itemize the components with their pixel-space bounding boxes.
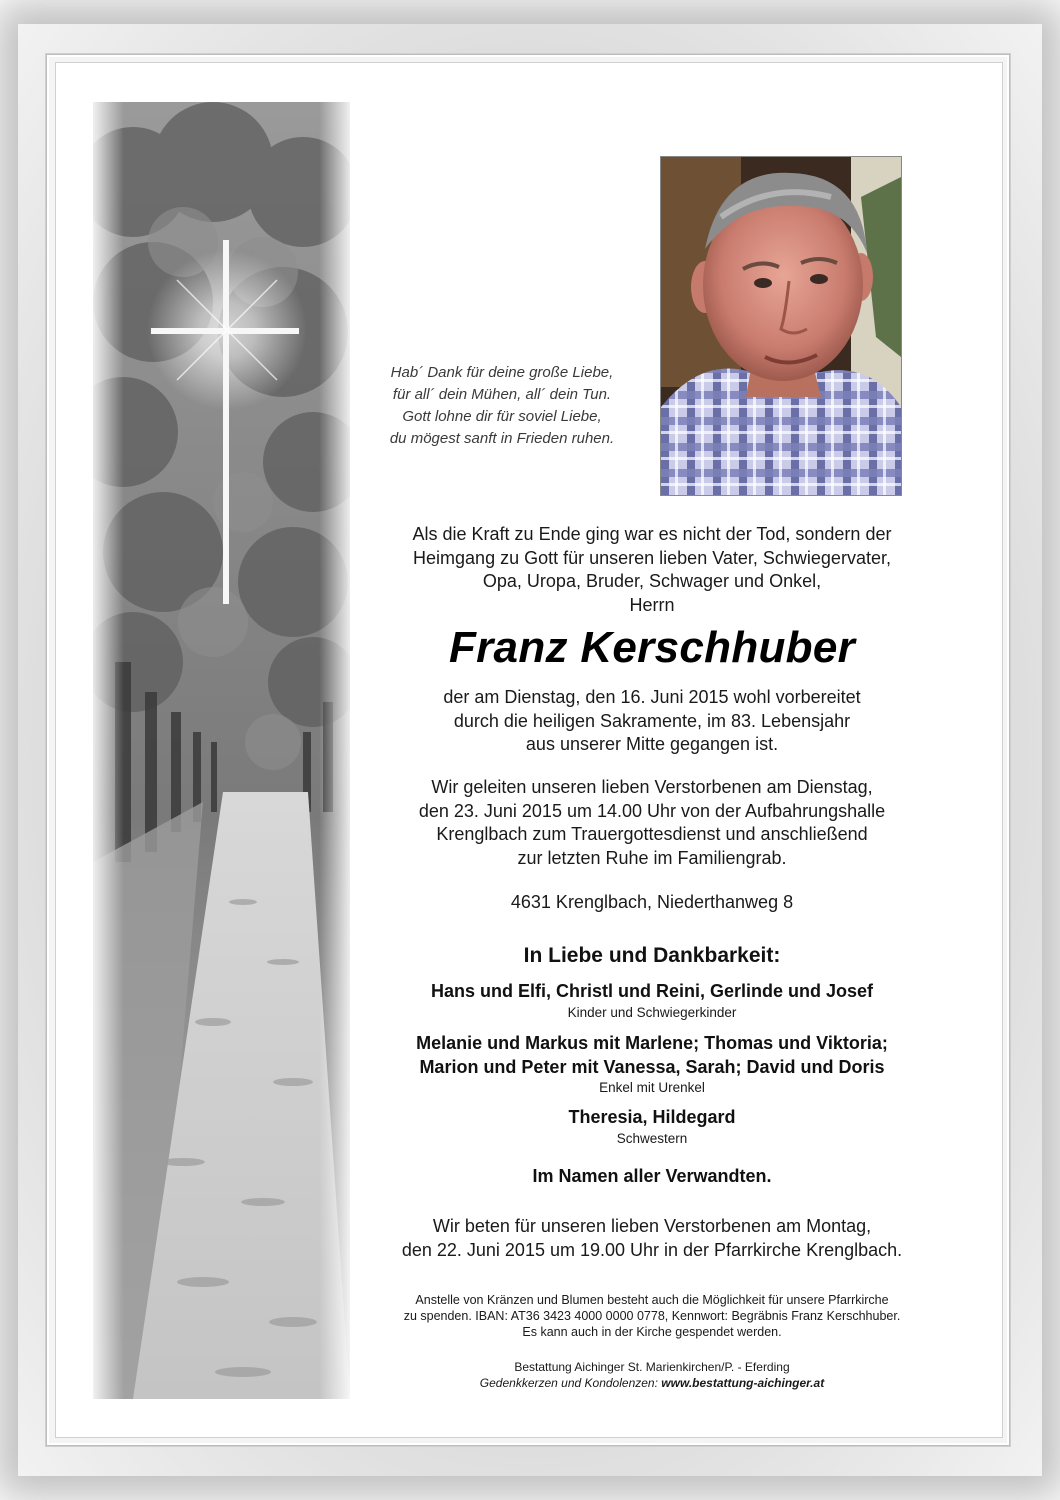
mourner-names: Theresia, Hildegard: [568, 1107, 736, 1127]
intro-text: [350, 523, 954, 617]
donation-line: Anstelle von Kränzen und Blumen besteht auch die Möglichkeit für unsere Pfarrkirche: [415, 1293, 889, 1307]
funeral-line: zur letzten Ruhe im Familiengrab.: [517, 847, 787, 868]
mourner-group: [350, 1032, 954, 1096]
condolence-label: Gedenkkerzen und Kondolenzen:: [479, 1375, 658, 1390]
mass-line: den 22. Juni 2015 um 19.00 Uhr in der Pfarrkirche Krenglbach.: [401, 1240, 903, 1260]
mourner-role: Enkel mit Urenkel: [599, 1080, 705, 1095]
memorial-poem: [360, 362, 644, 450]
death-line: durch die heiligen Sakramente, im 83. Lebensjahr: [453, 710, 851, 731]
donation-line: zu spenden. IBAN: AT36 3423 4000 0000 0778, Kennwort: Begräbnis Franz Kerschhuber.: [403, 1309, 901, 1323]
funeral-home-footer: [350, 1360, 954, 1391]
donation-note: [350, 1292, 954, 1340]
tree-path-image: [93, 102, 350, 1399]
funeral-line: Krenglbach zum Trauergottesdienst und anschließend: [436, 824, 868, 844]
death-line: aus unserer Mitte gegangen ist.: [525, 734, 779, 754]
funeral-line: den 23. Juni 2015 um 14.00 Uhr von der Aufbahrungshalle: [418, 800, 886, 821]
poem-line: Gott lohne dir für soviel Liebe,: [402, 408, 602, 425]
condolence-line: [350, 1376, 954, 1392]
intro-line: Heimgang zu Gott für unseren lieben Vater, Schwiegervater,: [413, 547, 891, 568]
poem-line: für all´ dein Mühen, all´ dein Tun.: [392, 386, 612, 403]
funeral-home-name: Bestattung Aichinger St. Marienkirchen/P. - Eferding: [514, 1360, 790, 1374]
donation-line: Es kann auch in der Kirche gespendet werden.: [522, 1325, 782, 1339]
mourner-role: Schwestern: [616, 1130, 688, 1146]
death-text: [350, 686, 954, 757]
deceased-name: Franz Kerschhuber: [448, 623, 856, 672]
address: 4631 Krenglbach, Niederthanweg 8: [510, 892, 794, 912]
mourner-role: Kinder und Schwiegerkinder: [567, 1004, 737, 1020]
mass-text: [350, 1214, 954, 1262]
funeral-line: Wir geleiten unseren lieben Verstorbenen am Dienstag,: [431, 777, 873, 797]
mourner-names: Marion und Peter mit Vanessa, Sarah; David und Doris: [419, 1056, 885, 1077]
mass-line: Wir beten für unseren lieben Verstorbenen am Montag,: [432, 1216, 872, 1236]
death-line: der am Dienstag, den 16. Juni 2015 wohl vorbereitet: [443, 687, 861, 707]
portrait-photo: [660, 156, 902, 496]
intro-line: Opa, Uropa, Bruder, Schwager und Onkel,: [482, 571, 822, 591]
funeral-text: [350, 776, 954, 870]
poem-line: du mögest sanft in Frieden ruhen.: [389, 430, 615, 447]
condolence-link[interactable]: www.bestattung-aichinger.at: [661, 1375, 825, 1390]
intro-line: Herrn: [629, 594, 675, 615]
mourner-group: [350, 980, 954, 1021]
mourner-names: Hans und Elfi, Christl und Reini, Gerlinde und Josef: [430, 981, 874, 1001]
poem-line: Hab´ Dank für deine große Liebe,: [390, 364, 614, 381]
intro-line: Als die Kraft zu Ende ging war es nicht der Tod, sondern der: [412, 524, 892, 544]
mourner-group: [350, 1106, 954, 1147]
mourner-names: Melanie und Markus mit Marlene; Thomas und Viktoria;: [416, 1033, 888, 1053]
thanks-heading: In Liebe und Dankbarkeit:: [523, 944, 781, 967]
relatives-line: Im Namen aller Verwandten.: [532, 1166, 772, 1186]
